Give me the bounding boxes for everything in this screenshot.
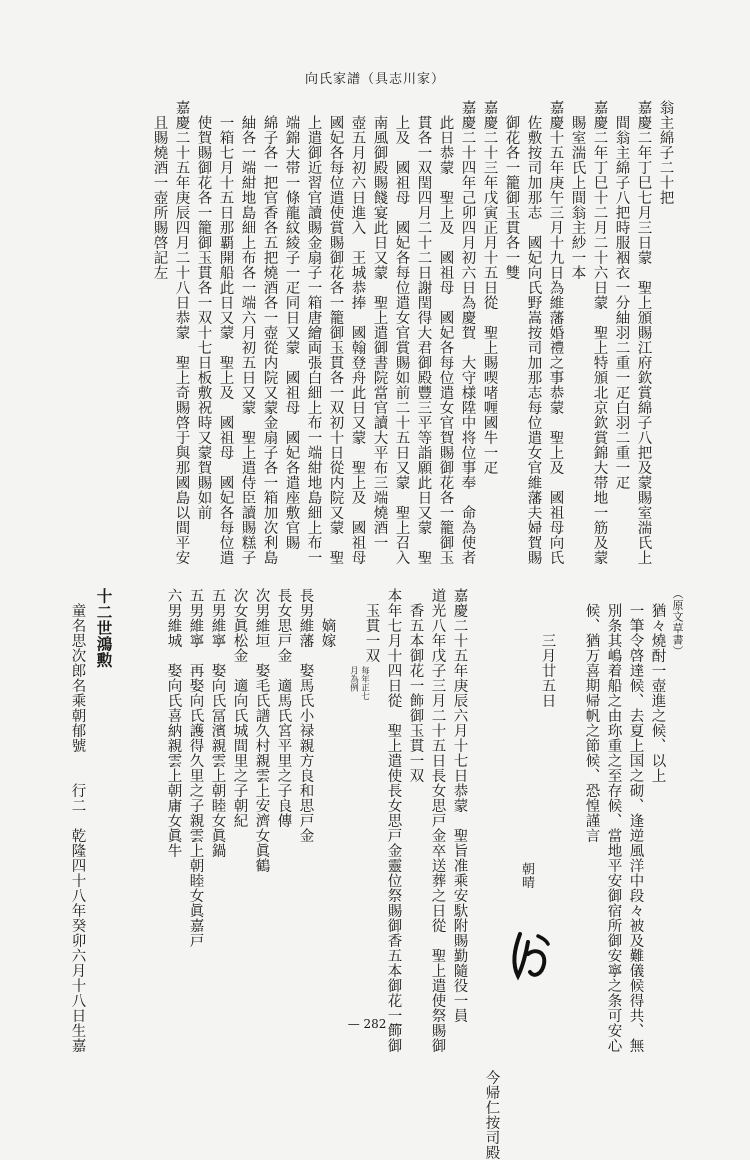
text-column: 一筆令啓達候、去夏上国之砌、逢逆風洋中段々被及難儀候得共、無	[627, 588, 644, 1053]
text-column: 本年七月十四日從 聖上遣使長女思戸金靈位祭賜御香五本御花一飾御	[385, 588, 402, 1053]
text-column: 間翁主綿子八把時服裀衣一分紬羽二重一疋白羽二重一疋	[613, 100, 630, 490]
text-column: 五男維寧 再娶向氏護得久里之子親雲上朝睦女眞嘉戸	[187, 588, 204, 948]
text-column: 香五本御花一飾御玉貫一双	[407, 588, 424, 783]
text-column: 紬各一端紺地島細上布各一端六月初五日又蒙 聖上遣侍臣讀賜糕子	[239, 100, 256, 565]
annotation-note: 月為例	[348, 666, 359, 692]
text-column: 上及 國祖母 國妃各每位遣女官賞賜如前二十五日又蒙 聖上召入	[393, 100, 410, 565]
text-column: 此日恭蒙 聖上及 國祖母 國妃各每位遣女官賀賜御花各一籠御玉	[437, 100, 454, 565]
text-column: 別条其嶋着船之由珎重之至存候、當地平安御宿所御安寧之条可安心	[605, 588, 622, 1053]
text-column: 使賀賜御花各一籠御玉貫各一双十七日板敷祝時又蒙賀賜如前	[195, 100, 212, 520]
text-column: 貫各一双閏四月二十二日謝閏得大君御殿豐三平等詣願此日又蒙 聖	[415, 100, 432, 565]
text-column: 嘉慶二年丁巳十二月二十六日蒙 聖上特頒北京欽賞錦大帯地一筋及蒙	[591, 100, 608, 565]
text-column: 嘉慶二年丁巳七月三日蒙 聖上頒賜江府欽賞綿子八把及蒙賜室湍氏上	[635, 100, 652, 565]
text-column: 翁主綿子二十把	[657, 100, 674, 205]
text-column: 玉貫一双	[363, 588, 380, 663]
page-header: 向氏家譜（具志川家）	[304, 72, 445, 87]
text-column: 國妃各每位遣使賞賜御花各一籠御玉貫各一双初十日從内院又蒙 聖	[327, 100, 344, 565]
annotation-note: 每年正七	[359, 666, 370, 700]
text-column: 端錦大帯一條龍紋綾子一疋同日又蒙 國祖母 國妃各遣座敷官賜	[283, 100, 300, 550]
text-column: 猶々燒酎一壺進之候、以上	[649, 588, 666, 783]
text-column: 嘉慶二十五年庚辰六月十七日恭蒙 聖旨准乘安馱附賜勤隨役一員	[451, 588, 468, 1023]
text-column: 六男維城 娶向氏喜納親雲上朝庸女眞牛	[165, 588, 182, 858]
text-column: 賜室湍氏上間翁主紗一本	[569, 100, 586, 280]
text-column: 五男維寧 娶向氏冨濱親雲上朝睦女眞鍋	[209, 588, 226, 858]
text-column: 綿子各一把官香各五把燒酒各一壺從内院又蒙金扇子各一箱加次利島	[261, 100, 278, 565]
page-number: — 282 —	[347, 1017, 403, 1031]
text-column: （原文草書）	[671, 588, 684, 657]
seal-label: 朝晴	[519, 862, 534, 889]
text-column: 嘉慶二十五年庚辰四月二十八日恭蒙 聖上奇賜啓于與那國島以間平安	[173, 100, 190, 565]
text-column: 長男維藩 娶馬氏小禄親方良和思戸金	[297, 588, 314, 843]
text-column: 且賜燒酒一壺所賜啓記左	[151, 100, 168, 280]
text-column: 次女眞松金 適向氏城間里之子朝紀	[231, 588, 248, 828]
text-column: 嫡嫁	[319, 588, 336, 648]
text-column: 三月廿五日	[539, 588, 556, 708]
text-column: 童名思次郎名乘朝郁號 行二 乾隆四十八年癸卯六月十八日生嘉	[69, 588, 86, 1053]
text-column: 佐敷按司加那志 國妃向氏野嵩按司加那志每位遣女官維藩夫婦賀賜	[525, 100, 542, 565]
text-column: 候、猶万喜期帰帆之節候、恐惶謹言	[583, 588, 600, 843]
text-column: 一箱七月十五日那覇開船此日又蒙 聖上及 國祖母 國妃各每位遣	[217, 100, 234, 565]
text-column: 嘉慶十五年庚午三月十九日為維藩婚禮之事恭蒙 聖上及 國祖母向氏	[547, 100, 564, 565]
generation-heading: 十二世鴻勲	[94, 588, 114, 668]
text-column: 上遣御近習官讀賜金扇子一箱唐繪両張白細上布一端紺地島細上布一	[305, 100, 322, 565]
addressee: 今帰仁按司殿	[483, 800, 500, 1160]
text-column: 嘉慶二十四年己卯四月初六日為慶賀 大守様陞中将位事奉 命為使者	[459, 100, 476, 565]
text-column: 壺五月初六日進入 王城恭捧 國翰登舟此日又蒙 聖上及 國祖母	[349, 100, 366, 565]
text-column: 嘉慶二十三年戊寅正月十五日從 聖上賜喫啫喱國牛一疋	[481, 100, 498, 475]
text-column: 道光八年戊子三月二十五日長女思戸金卒送葬之日從 聖上遣使祭賜御	[429, 588, 446, 1053]
handwritten-signature	[506, 924, 556, 984]
text-column: 御花各一籠御玉貫各一雙	[503, 100, 520, 280]
text-column: 長女思戸金 適馬氏宮平里之子良傳	[275, 588, 292, 828]
text-column: 次男維垣 娶毛氏譜久村親雲上安濟女眞鶴	[253, 588, 270, 873]
text-column: 南風御殿賜餞宴此日又蒙 聖上遣御書院當官讀大平布三端燒酒一	[371, 100, 388, 550]
